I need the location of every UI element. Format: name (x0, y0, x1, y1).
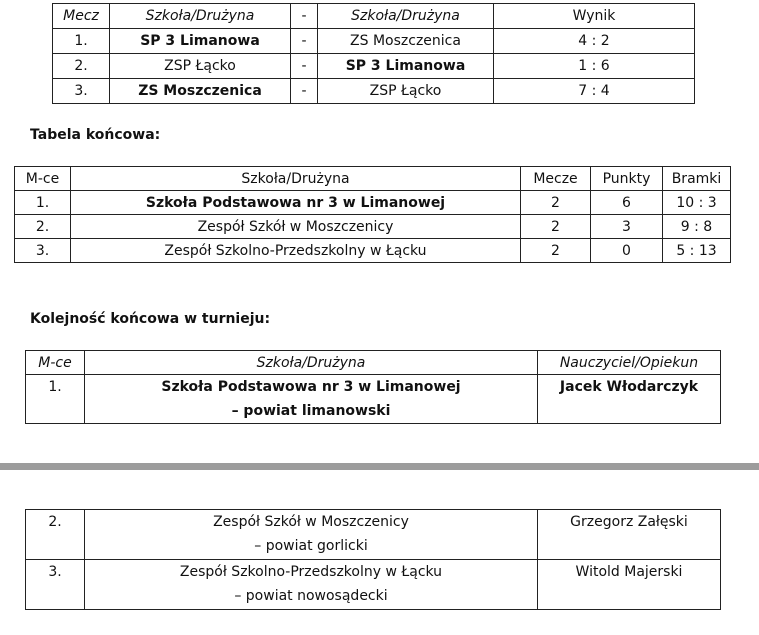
table-row (53, 79, 695, 104)
table-row (15, 191, 731, 215)
team-cell (85, 510, 538, 560)
teacher: Jacek Włodarczyk (538, 375, 721, 424)
match-score: 4 : 2 (494, 29, 695, 54)
place: 2. (15, 215, 71, 239)
match-team1: SP 3 Limanowa (110, 29, 291, 54)
order-header-row (26, 351, 721, 375)
place: 2. (26, 510, 85, 560)
goals: 10 : 3 (663, 191, 731, 215)
matches-table (52, 3, 695, 104)
tournament-order-table (25, 350, 721, 424)
match-number: 2. (53, 54, 110, 79)
header-team: Szkoła/Drużyna (85, 351, 538, 375)
final-table-heading: Tabela końcowa: (30, 127, 161, 143)
points: 6 (591, 191, 663, 215)
header-team: Szkoła/Drużyna (71, 167, 521, 191)
points: 0 (591, 239, 663, 263)
place: 1. (15, 191, 71, 215)
match-number: 1. (53, 29, 110, 54)
place: 3. (26, 560, 85, 610)
header-dash: - (291, 4, 318, 29)
table-row (26, 560, 721, 610)
header-place: M-ce (15, 167, 71, 191)
header-points: Punkty (591, 167, 663, 191)
table-row (26, 375, 721, 424)
district: – powiat gorlicki (254, 538, 368, 554)
match-dash: - (291, 54, 318, 79)
match-team1: ZSP Łącko (110, 54, 291, 79)
page-separator (0, 463, 759, 470)
match-team2: ZS Moszczenica (318, 29, 494, 54)
table-row (53, 54, 695, 79)
team: Zespół Szkolno-Przedszkolny w Łącku (71, 239, 521, 263)
match-team2: SP 3 Limanowa (318, 54, 494, 79)
goals: 9 : 8 (663, 215, 731, 239)
header-team2: Szkoła/Drużyna (318, 4, 494, 29)
header-score: Wynik (494, 4, 695, 29)
match-dash: - (291, 79, 318, 104)
teacher: Witold Majerski (538, 560, 721, 610)
header-teacher: Nauczyciel/Opiekun (538, 351, 721, 375)
header-team1: Szkoła/Drużyna (110, 4, 291, 29)
team: Zespół Szkół w Moszczenicy (71, 215, 521, 239)
table-row (53, 29, 695, 54)
points: 3 (591, 215, 663, 239)
teacher: Grzegorz Załęski (538, 510, 721, 560)
games: 2 (521, 239, 591, 263)
place: 1. (26, 375, 85, 424)
match-score: 7 : 4 (494, 79, 695, 104)
games: 2 (521, 215, 591, 239)
match-dash: - (291, 29, 318, 54)
match-team2: ZSP Łącko (318, 79, 494, 104)
match-number: 3. (53, 79, 110, 104)
header-mecz: Mecz (53, 4, 110, 29)
header-place: M-ce (26, 351, 85, 375)
team: Zespół Szkolno-Przedszkolny w Łącku (179, 564, 443, 580)
match-team1: ZS Moszczenica (110, 79, 291, 104)
team-cell (85, 560, 538, 610)
team: Zespół Szkół w Moszczenicy (213, 514, 409, 530)
table-row (15, 239, 731, 263)
header-goals: Bramki (663, 167, 731, 191)
games: 2 (521, 191, 591, 215)
match-score: 1 : 6 (494, 54, 695, 79)
team: Szkoła Podstawowa nr 3 w Limanowej (161, 379, 461, 395)
matches-header-row (53, 4, 695, 29)
table-row (15, 215, 731, 239)
table-row (26, 510, 721, 560)
tournament-order-heading: Kolejność końcowa w turnieju: (30, 311, 271, 327)
tournament-order-table-continued (25, 509, 721, 610)
final-table (14, 166, 731, 263)
final-header-row (15, 167, 731, 191)
team-cell (85, 375, 538, 424)
team: Szkoła Podstawowa nr 3 w Limanowej (71, 191, 521, 215)
district: – powiat nowosądecki (234, 588, 388, 604)
goals: 5 : 13 (663, 239, 731, 263)
place: 3. (15, 239, 71, 263)
district: – powiat limanowski (231, 403, 391, 419)
header-games: Mecze (521, 167, 591, 191)
